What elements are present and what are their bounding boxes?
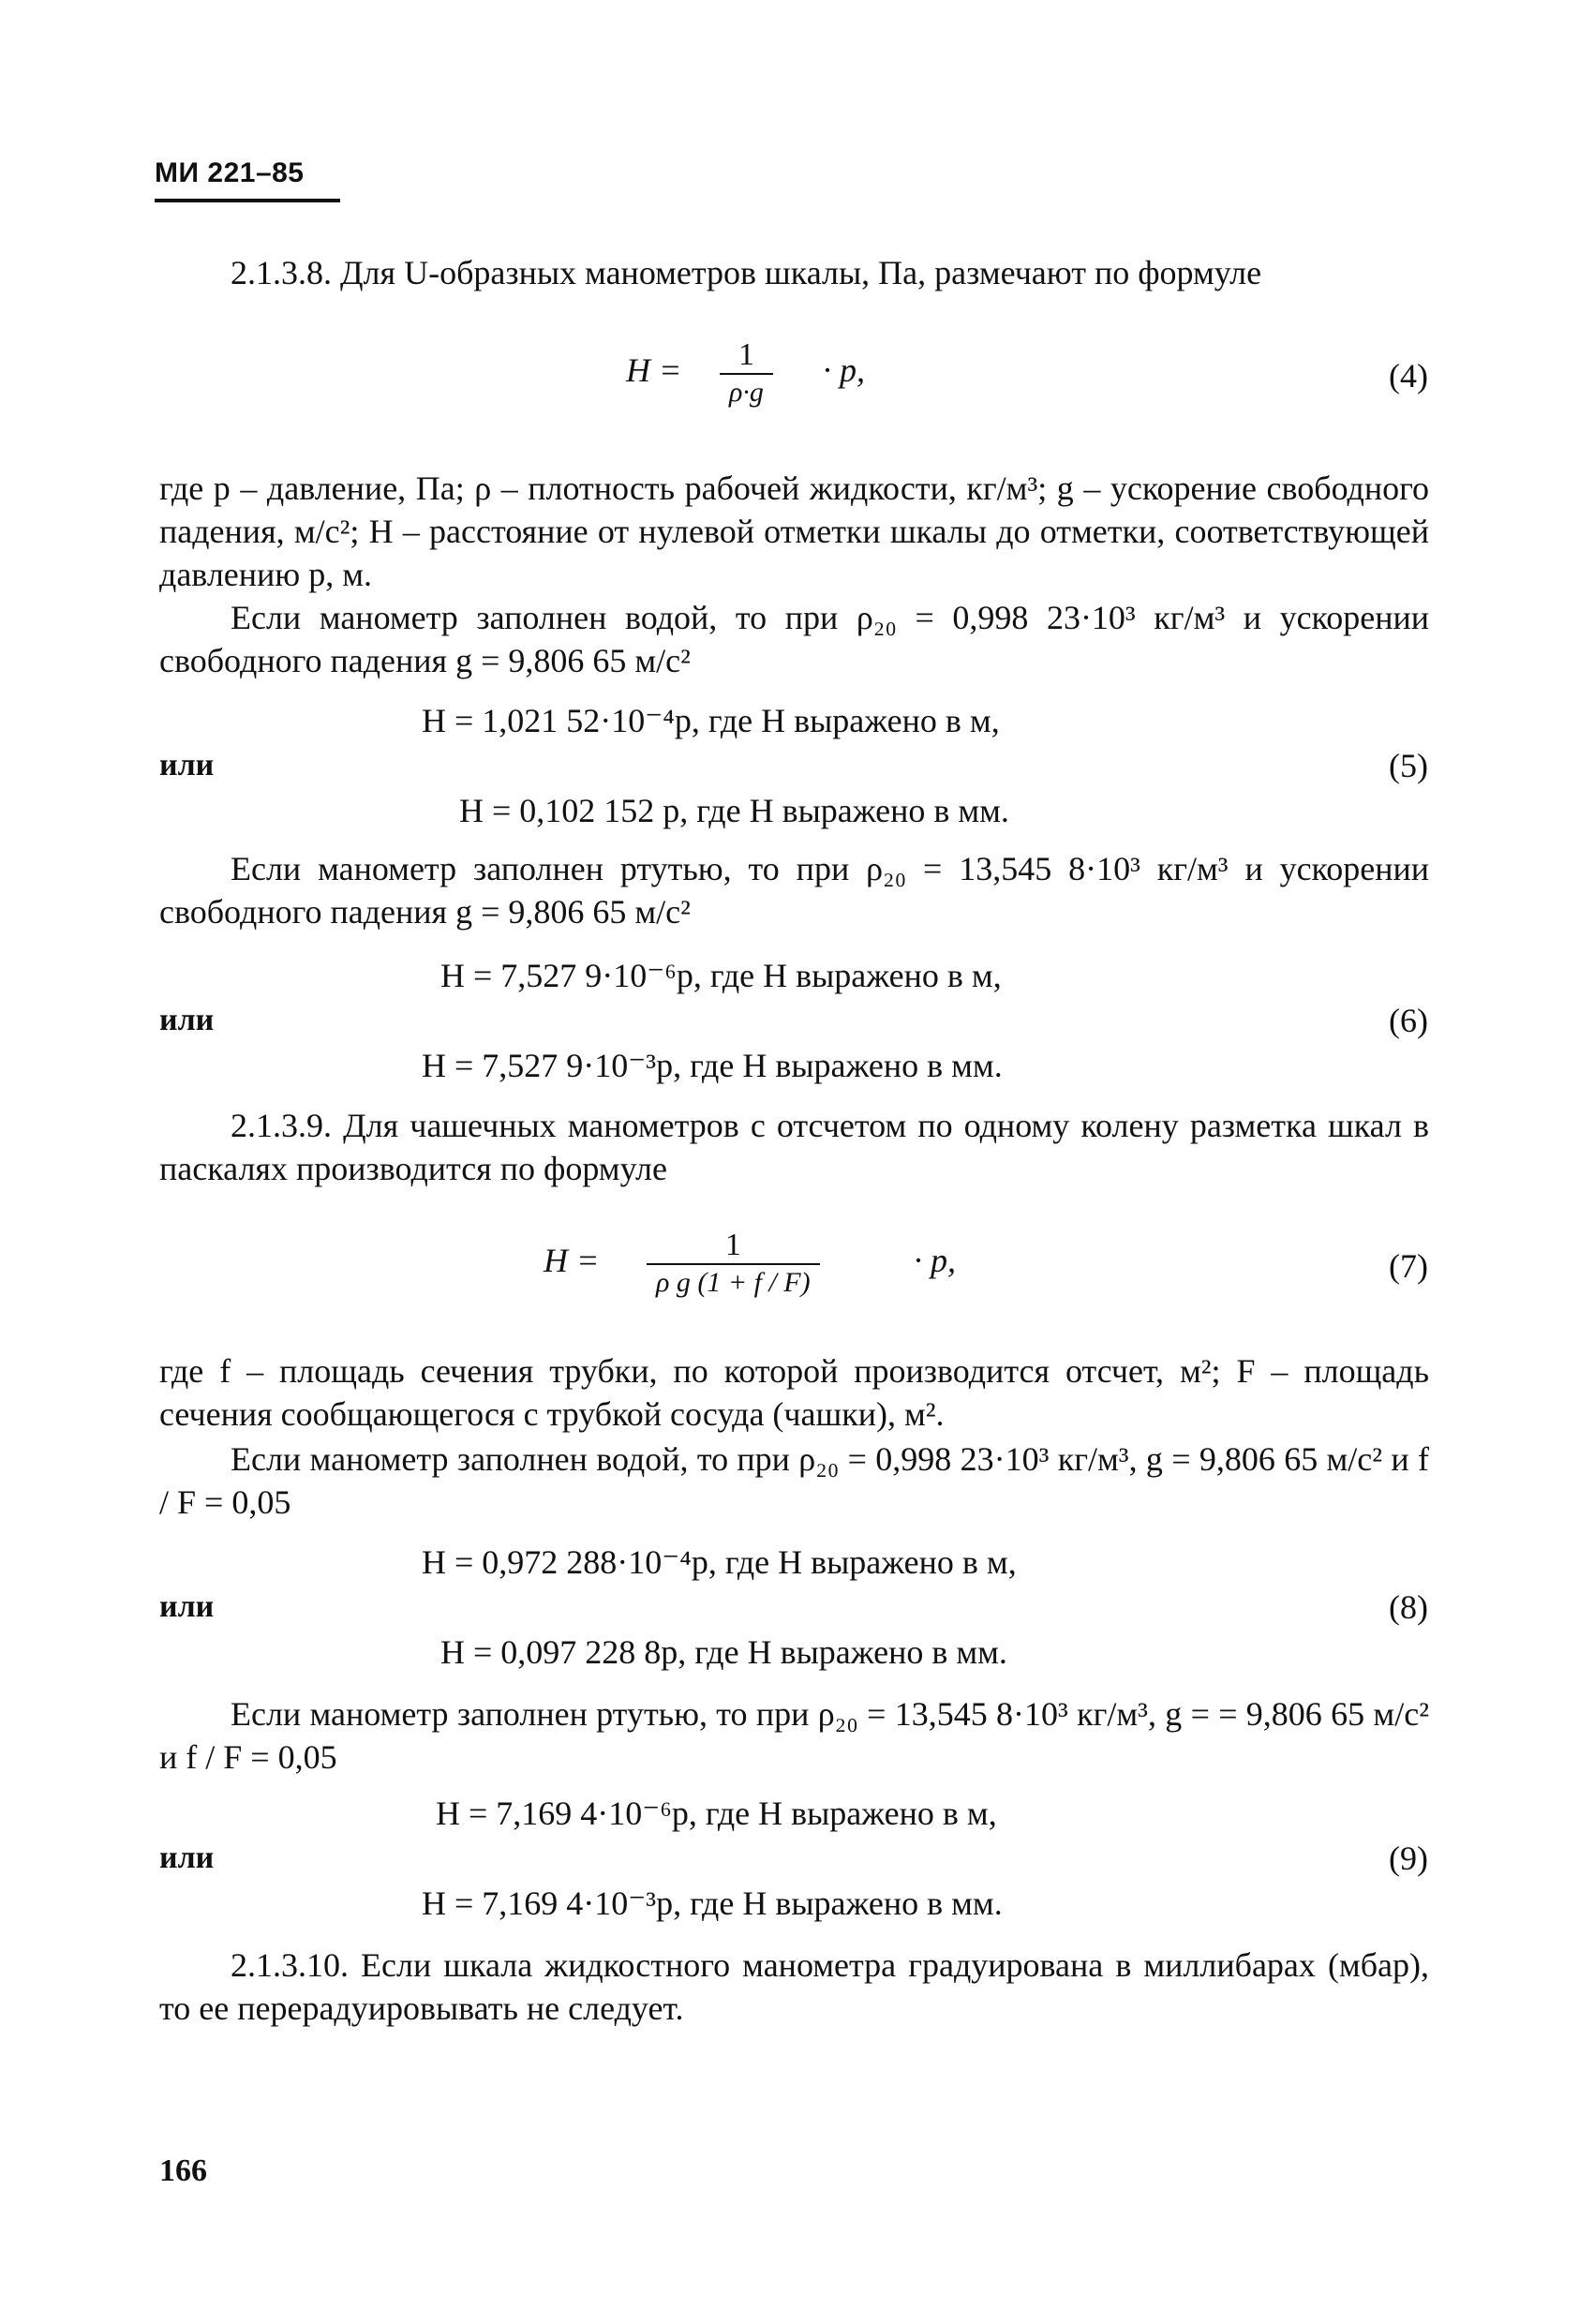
formula-9a: H = 7,169 4·10⁻⁶p, где H выражено в м, <box>436 1795 997 1832</box>
formula-5a: H = 1,021 52·10⁻⁴p, где H выражено в м, <box>422 702 1000 739</box>
or-label-8: или <box>159 1589 215 1624</box>
formula-7-fraction <box>647 1228 820 1301</box>
section-2139-mercury-condition: Если манометр заполнен ртутью, то при ρ₂₀ = 13,545 8·10³ кг/м³, g = = 9,806 65 м/с² и f / F = 0,05 <box>159 1695 1429 1776</box>
formula-4-rhs: · p, <box>823 351 865 389</box>
formula-6a: H = 7,527 9·10⁻⁶p, где H выражено в м, <box>440 957 1002 994</box>
or-label-9: или <box>159 1840 215 1875</box>
formula-6b: H = 7,527 9·10⁻³p, где H выражено в мм. <box>422 1047 1003 1084</box>
document-id-header: МИ 221–85 <box>155 157 305 188</box>
formula-7-lhs: H = <box>544 1242 600 1279</box>
formula-4-numerator: 1 <box>737 337 754 372</box>
equation-number-7: (7) <box>1389 1247 1428 1285</box>
equation-number-6: (6) <box>1389 1002 1428 1039</box>
formula-8b: H = 0,097 228 8p, где H выражено в мм. <box>440 1633 1007 1671</box>
equation-number-5: (5) <box>1389 747 1428 784</box>
section-2138-water-condition: Если манометр заполнен водой, то при ρ₂₀ = 0,998 23·10³ кг/м³ и ускорении свободного падения g = 9,806 65 м/с² <box>159 599 1429 679</box>
or-label-5: или <box>159 748 215 782</box>
section-2139-water-condition: Если манометр заполнен водой, то при ρ₂₀ = 0,998 23·10³ кг/м³, g = 9,806 65 м/с² и f / F = 0,05 <box>159 1440 1429 1521</box>
section-2138-mercury-condition: Если манометр заполнен ртутью, то при ρ₂₀ = 13,545 8·10³ кг/м³ и ускорении свободного падения g = 9,806 65 м/с² <box>159 850 1429 931</box>
formula-4-fraction <box>720 337 773 410</box>
header-rule <box>155 199 340 202</box>
formula-7-denominator: ρ g (1 + f / F) <box>656 1267 811 1298</box>
section-2139-where: где f – площадь сечения трубки, по которой производится отсчет, м²; F – площадь сечения сообщающегося с трубкой сосуда (чашки), м². <box>159 1352 1429 1433</box>
formula-7-rhs: · p, <box>914 1242 956 1279</box>
formula-7-numerator: 1 <box>724 1228 741 1262</box>
section-2138-intro: 2.1.3.8. Для U-образных манометров шкалы, Па, размечают по формуле <box>231 254 1262 291</box>
section-2139-intro: 2.1.3.9. Для чашечных манометров с отсчетом по одному колену разметка шкал в паскалях производится по формуле <box>159 1107 1429 1187</box>
or-label-6: или <box>159 1003 215 1037</box>
equation-number-4: (4) <box>1389 357 1428 395</box>
formula-4-denominator: ρ·g <box>729 377 764 408</box>
page-number: 166 <box>159 2153 207 2188</box>
formula-5b: H = 0,102 152 p, где H выражено в мм. <box>459 792 1009 829</box>
section-2138-where: где p – давление, Па; ρ – плотность рабочей жидкости, кг/м³; g – ускорение свободного падения, м/с²; H – расстояние от нулевой отметки шкалы до отметки, соответствующей давлению p, м. <box>159 469 1429 593</box>
formula-9b: H = 7,169 4·10⁻³p, где H выражено в мм. <box>422 1885 1003 1922</box>
section-21310-text: 2.1.3.10. Если шкала жидкостного манометра градуирована в миллибарах (мбар), то ее перерадуировывать не следует. <box>159 1946 1429 2027</box>
equation-number-9: (9) <box>1389 1840 1428 1877</box>
equation-number-8: (8) <box>1389 1588 1428 1626</box>
formula-4-lhs: H = <box>626 351 682 389</box>
formula-8a: H = 0,972 288·10⁻⁴p, где H выражено в м, <box>422 1543 1017 1581</box>
